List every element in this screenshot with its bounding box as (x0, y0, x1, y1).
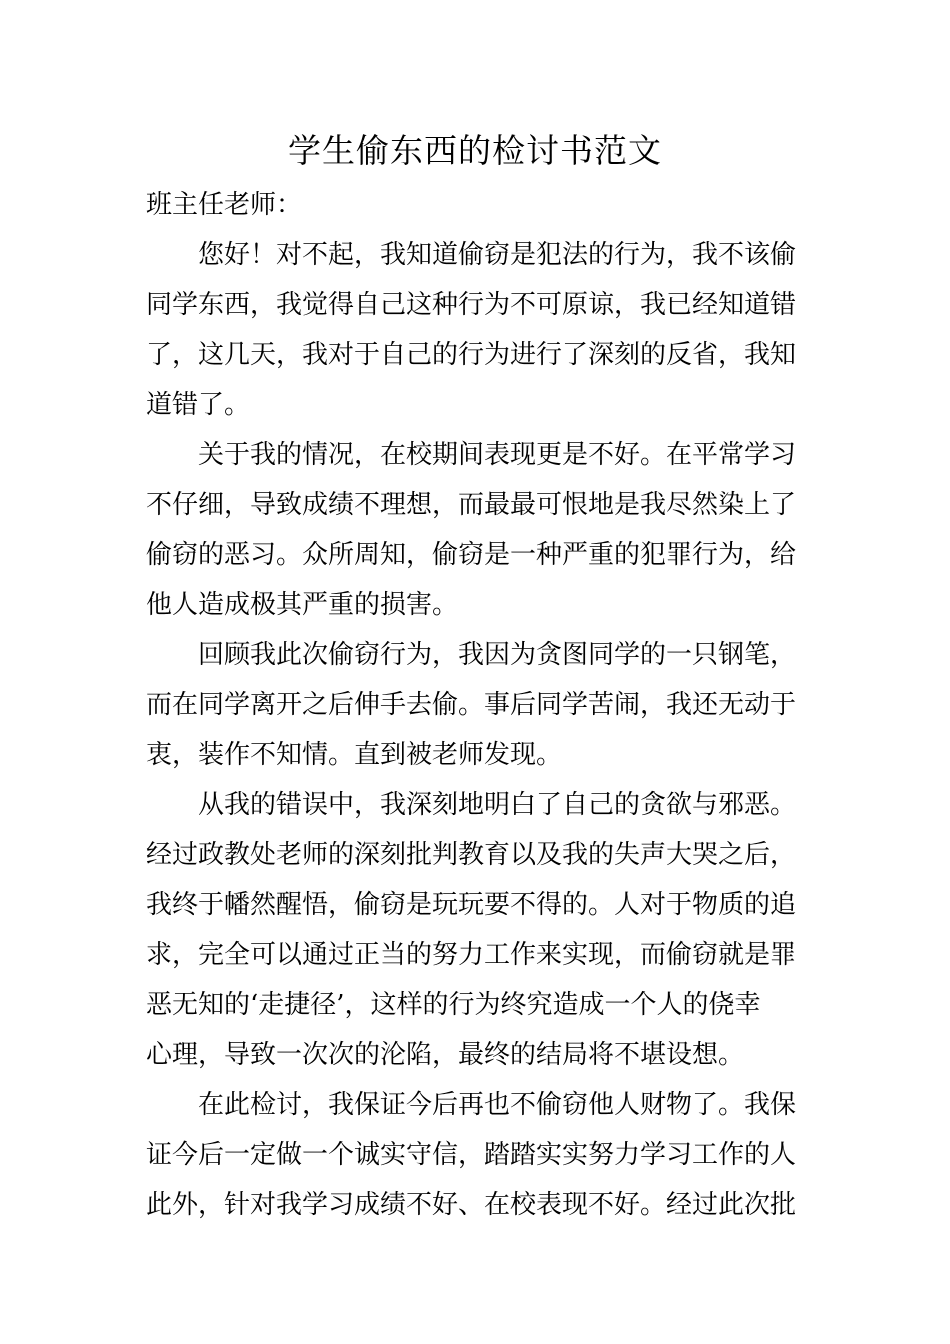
text-line: 您好！对不起，我知道偷窃是犯法的行为，我不该偷 (198, 240, 797, 270)
text-line: 心理，导致一次次的沦陷，最终的结局将不堪设想。 (146, 1040, 745, 1070)
text-line: 经过政教处老师的深刻批判教育以及我的失声大哭之后， (146, 840, 797, 870)
paragraph-1 (146, 230, 808, 430)
text-line: 而在同学离开之后伸手去偷。事后同学苦闹，我还无动于 (146, 690, 797, 720)
text-line: 了，这几天，我对于自己的行为进行了深刻的反省，我知 (146, 340, 797, 370)
document-title: 学生偷东西的检讨书范文 (288, 131, 662, 170)
text-line: 恶无知的‘走捷径’，这样的行为终究造成一个人的侥幸 (146, 990, 761, 1020)
paragraph-4 (146, 780, 808, 1080)
text-line: 从我的错误中，我深刻地明白了自己的贪欲与邪恶。 (198, 790, 797, 820)
salutation: 班主任老师： (146, 190, 303, 220)
paragraph-5 (146, 1080, 808, 1230)
paragraph-2 (146, 430, 808, 630)
text-line: 偷窃的恶习。众所周知，偷窃是一种严重的犯罪行为，给 (146, 540, 797, 570)
paragraph-3 (146, 630, 808, 780)
text-line: 我终于幡然醒悟，偷窃是玩玩要不得的。人对于物质的追 (146, 890, 797, 920)
text-line: 衷，装作不知情。直到被老师发现。 (146, 740, 563, 770)
text-line: 回顾我此次偷窃行为，我因为贪图同学的一只钢笔， (198, 640, 797, 670)
text-line: 此外，针对我学习成绩不好、在校表现不好。经过此次批 (146, 1190, 797, 1220)
text-line: 证今后一定做一个诚实守信，踏踏实实努力学习工作的人 (146, 1140, 797, 1170)
text-line: 道错了。 (146, 390, 251, 420)
text-line: 同学东西，我觉得自己这种行为不可原谅，我已经知道错 (146, 290, 797, 320)
text-line: 不仔细，导致成绩不理想，而最最可恨地是我尽然染上了 (146, 490, 797, 520)
text-line: 求，完全可以通过正当的努力工作来实现，而偷窃就是罪 (146, 940, 797, 970)
text-line: 他人造成极其严重的损害。 (146, 590, 459, 620)
text-line: 关于我的情况，在校期间表现更是不好。在平常学习 (198, 440, 797, 470)
document-body (146, 180, 808, 1230)
text-line: 在此检讨，我保证今后再也不偷窃他人财物了。我保 (198, 1090, 797, 1120)
